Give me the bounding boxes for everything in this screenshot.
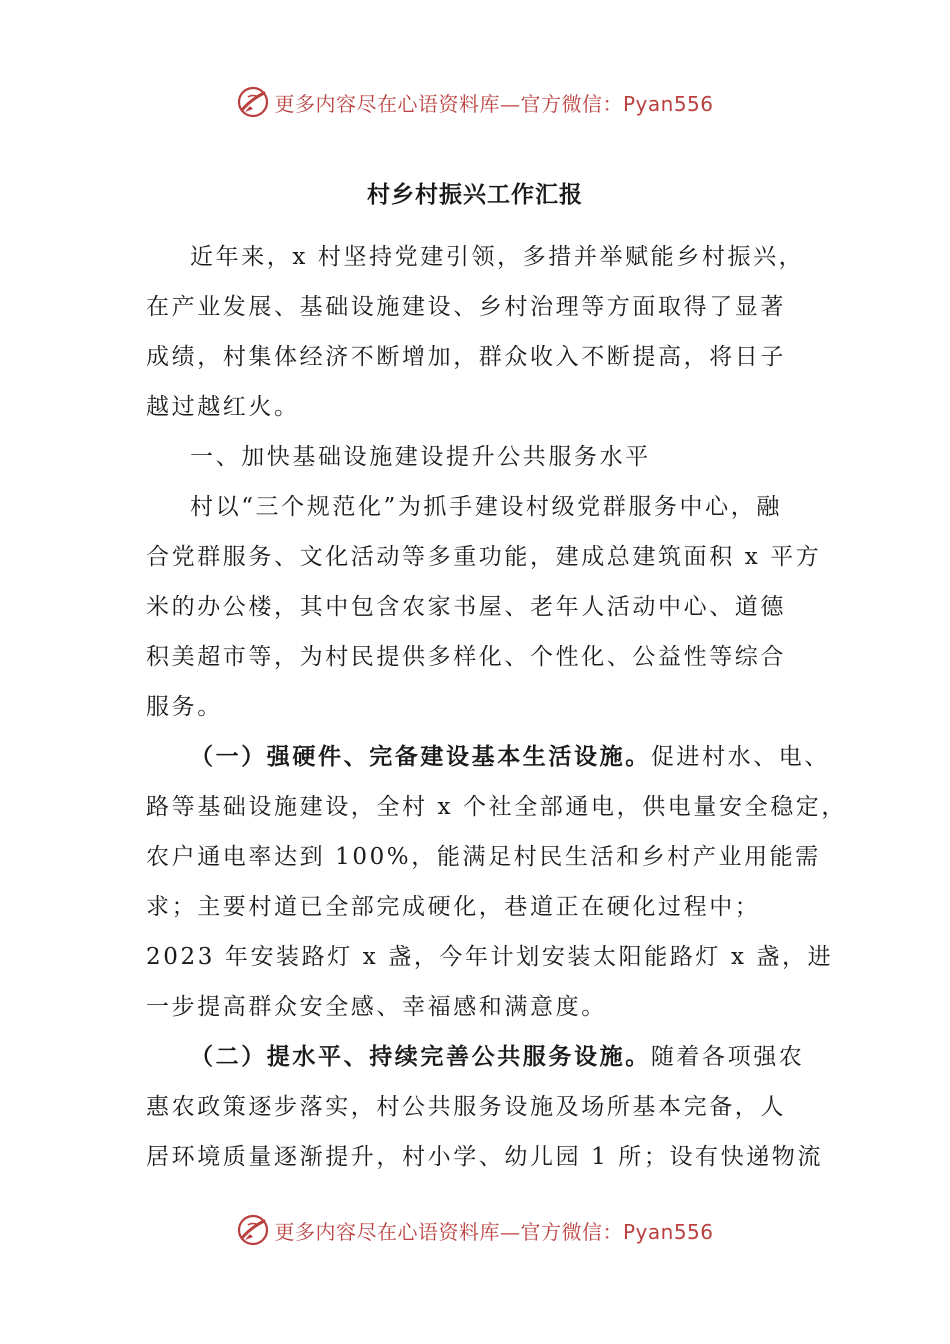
text-line: 服务。 bbox=[146, 694, 223, 720]
text-line: 居环境质量逐渐提升，村小学、幼儿园 1 所；设有快递物流 bbox=[146, 1144, 824, 1170]
text-line: 合党群服务、文化活动等多重功能，建成总建筑面积 x 平方 bbox=[146, 544, 822, 570]
text-line: 越过越红火。 bbox=[146, 394, 300, 420]
watermark-text: 更多内容尽在心语资料库—官方微信：Pyan556 bbox=[274, 1219, 714, 1244]
subsection-heading: （二）提水平、持续完善公共服务设施。 bbox=[190, 1043, 651, 1070]
header-watermark bbox=[0, 80, 950, 124]
text-line: 村以“三个规范化”为抓手建设村级党群服务中心，融 bbox=[190, 494, 782, 520]
subsection-heading: （一）强硬件、完备建设基本生活设施。 bbox=[190, 743, 651, 770]
document-body bbox=[146, 232, 847, 1182]
footer-watermark bbox=[0, 1208, 950, 1252]
text-line: 农户通电率达到 100%，能满足村民生活和乡村产业用能需 bbox=[146, 844, 821, 870]
text-line: 在产业发展、基础设施建设、乡村治理等方面取得了显著 bbox=[146, 294, 786, 320]
text-line: 路等基础设施建设，全村 x 个社全部通电，供电量安全稳定， bbox=[146, 794, 847, 820]
watermark-text: 更多内容尽在心语资料库—官方微信：Pyan556 bbox=[274, 91, 714, 116]
section-heading: 一、加快基础设施建设提升公共服务水平 bbox=[190, 444, 651, 470]
text-line: 近年来，x 村坚持党建引领，多措并举赋能乡村振兴， bbox=[190, 244, 805, 270]
pen-logo-icon bbox=[236, 85, 270, 119]
text-line: （二）提水平、持续完善公共服务设施。随着各项强农 bbox=[190, 1043, 805, 1070]
text-line: 一步提高群众安全感、幸福感和满意度。 bbox=[146, 994, 607, 1020]
pen-logo-icon bbox=[236, 1213, 270, 1247]
text-line: （一）强硬件、完备建设基本生活设施。促进村水、电、 bbox=[190, 743, 831, 770]
text-line: 成绩，村集体经济不断增加，群众收入不断提高，将日子 bbox=[146, 344, 786, 370]
text-line: 2023 年安装路灯 x 盏，今年计划安装太阳能路灯 x 盏，进 bbox=[146, 944, 834, 970]
text-line: 求；主要村道已全部完成硬化，巷道正在硬化过程中； bbox=[146, 894, 761, 920]
text-line: 积美超市等，为村民提供多样化、个性化、公益性等综合 bbox=[146, 644, 786, 670]
text-line: 惠农政策逐步落实，村公共服务设施及场所基本完备，人 bbox=[146, 1094, 786, 1120]
text-line: 米的办公楼，其中包含农家书屋、老年人活动中心、道德 bbox=[146, 594, 786, 620]
document-title: 村乡村振兴工作汇报 bbox=[367, 181, 583, 208]
